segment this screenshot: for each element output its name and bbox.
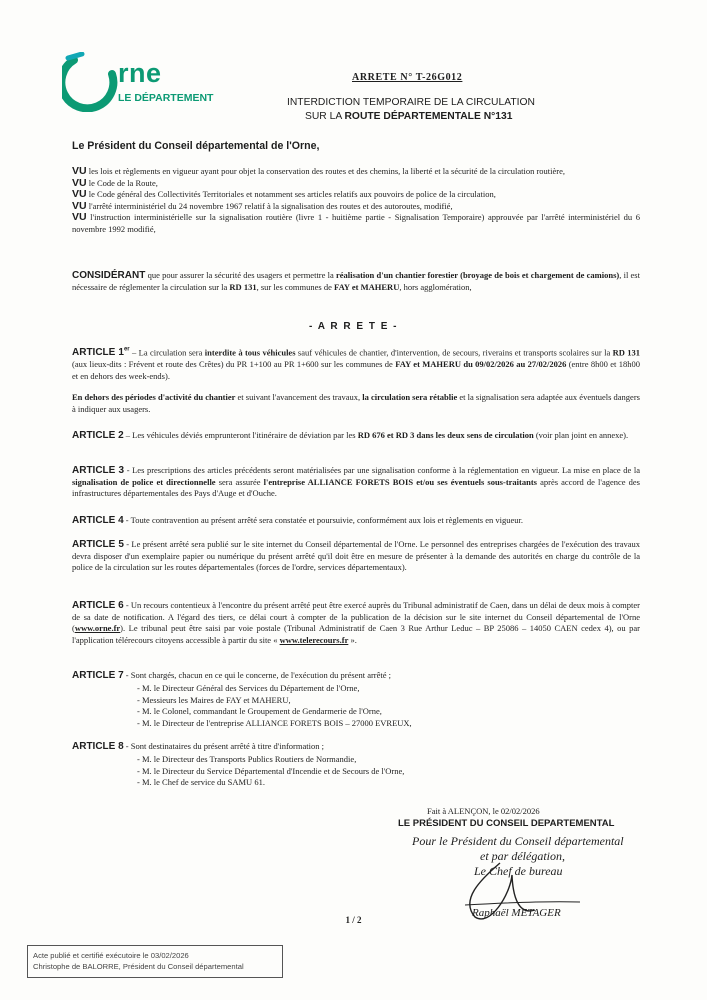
article-label-sup: er <box>123 347 130 353</box>
document-title-line2 <box>305 111 512 122</box>
signatory-role: Le Chef de bureau <box>474 864 563 878</box>
text: - Les prescriptions des articles précédents seront matérialisées par une signalisation conforme à la réglementation en vigueur. La mise en place de la <box>124 465 641 475</box>
article-label-text: ARTICLE 1 <box>72 347 124 359</box>
logo-ring <box>62 60 113 108</box>
list-item: - M. le Directeur des Transports Publics Routiers de Normandie, <box>137 754 357 764</box>
article-label: ARTICLE 4 <box>72 515 124 526</box>
text: – Les véhicules déviés emprunteront l'itinéraire de déviation par les <box>123 430 358 440</box>
signatory-title: LE PRÉSIDENT DU CONSEIL DEPARTEMENTAL <box>398 818 615 829</box>
text: ». <box>348 634 357 645</box>
article-2 <box>72 430 640 442</box>
text: sera assurée <box>215 476 264 487</box>
list-item: - M. le Colonel, commandant le Groupement de Gendarmerie de l'Orne, <box>137 706 382 717</box>
article-8 <box>72 741 640 753</box>
article-6 <box>72 600 640 646</box>
text: (aux lieux-dits : Frévent et route des Crêtes) du PR 1+100 au PR 1+600 sur les communes de <box>72 358 396 369</box>
president-heading: Le Président du Conseil départemental de l'Orne, <box>72 140 320 152</box>
text: - Sont chargés, chacun en ce qui le concerne, de l'exécution du présent arrêté ; <box>123 670 392 680</box>
text: , il est nécessaire de réglementer la circulation sur la <box>72 270 640 292</box>
bold-text: l'entreprise ALLIANCE FORETS BOIS et/ou ses éventuels sous-traitants <box>263 476 537 487</box>
stamp-line2: Christophe de BALORRE, Président du Conseil départemental <box>33 962 244 971</box>
article-1 <box>72 345 640 382</box>
text: - Un recours contentieux à l'encontre du présent arrêté peut être exercé auprès du Tribunal administratif de Caen, dans un délai de deux mois à compter de sa date de notification. A l'égard des tiers, ce délai court à compter de la publication de la décision sur le site internet du Conseil départemental de l'Orne ( <box>72 600 641 634</box>
orne-website-link[interactable]: www.orne.fr <box>74 623 121 634</box>
vu-label: VU <box>72 199 87 212</box>
logo-arc-accent <box>68 54 82 58</box>
vu-text: les lois et règlements en vigueur ayant pour objet la conservation des routes et des chemins, la liberté et la sécurité de la circulation routière, <box>88 166 566 176</box>
article-label <box>72 347 130 358</box>
bold-text: FAY et MAHERU <box>334 281 400 292</box>
vu-label: VU <box>72 211 87 224</box>
article-label: ARTICLE 8 <box>72 741 124 752</box>
delegation-line1: Pour le Président du Conseil départemental <box>412 834 624 848</box>
text: ). Le tribunal peut être saisi par voie postale (Tribunal Administratif de Caen 3 Rue Arthur Leduc – BP 25086 – 14050 CAEN cedex 4), ou par l'application télérecours citoyens accessible à partir du site « <box>72 623 640 645</box>
page-number: 1 / 2 <box>345 915 362 925</box>
list-item: - M. le Directeur de l'entreprise ALLIANCE FORETS BOIS – 27000 EVREUX, <box>137 717 412 728</box>
vu-text: l'arrêté interministériel du 24 novembre 1967 relatif à la signalisation des routes et des autoroutes, modifié, <box>88 200 453 211</box>
text: après accord de l'agence des infrastructures départementales des Pays d'Auge et d'Ouche. <box>72 476 640 499</box>
signatory-name: Raphaël METAGER <box>472 907 561 919</box>
bold-text: FAY et MAHERU du 09/02/2026 au 27/02/2026 <box>395 358 567 369</box>
text: – La circulation sera <box>129 347 205 358</box>
article-5 <box>72 539 640 574</box>
considerant-paragraph <box>72 270 640 293</box>
text: , hors agglomération, <box>399 281 472 292</box>
list-item: - M. le Chef de service du SAMU 61. <box>137 777 265 788</box>
text: que pour assurer la sécurité des usagers et permettre la <box>145 270 336 280</box>
bold-text: RD 131 <box>229 281 257 292</box>
considerant-label: CONSIDÉRANT <box>72 270 146 281</box>
article-7-list <box>137 683 412 729</box>
text: (voir plan joint en annexe). <box>533 430 629 440</box>
article-7 <box>72 670 640 682</box>
vu-text: le Code de la Route, <box>88 177 158 188</box>
vu-list <box>72 166 640 236</box>
title-prefix: SUR LA <box>305 111 345 122</box>
text: et suivant l'avancement des travaux, <box>235 392 363 402</box>
vu-item <box>72 178 640 190</box>
bold-text: réalisation d'un chantier forestier (broyage de bois et chargement de camions) <box>336 270 620 280</box>
list-item: - M. le Directeur du Service Départemental d'Incendie et de Secours de l'Orne, <box>137 765 405 776</box>
arrete-heading: - A R R E T E - <box>309 321 398 332</box>
vu-item <box>72 166 640 178</box>
arrete-number: ARRETE N° T-26G012 <box>352 72 463 83</box>
vu-label: VU <box>72 176 87 189</box>
place-date: Fait à ALENÇON, le 02/02/2026 <box>427 806 540 816</box>
vu-text: l'instruction interministérielle sur la signalisation routière (livre 1 - huitième partie - Signalisation Temporaire) approuvée par l'arrêté interministériel du 6 novembre 1992 modifié, <box>72 212 640 234</box>
article-label: ARTICLE 3 <box>72 465 125 476</box>
list-item: - M. le Directeur Général des Services du Département de l'Orne, <box>137 683 360 693</box>
vu-item <box>72 189 640 201</box>
article-label: ARTICLE 2 <box>72 430 124 441</box>
bold-text: En dehors des périodes d'activité du chantier <box>72 392 236 402</box>
telerecours-link[interactable]: www.telerecours.fr <box>279 634 349 645</box>
text: - Sont destinataires du présent arrêté à titre d'information ; <box>123 741 324 751</box>
bold-text: RD 131 <box>612 347 641 358</box>
vu-text: le Code général des Collectivités Territoriales et notamment ses articles relatifs aux pouvoirs de police de la circulation, <box>88 189 496 200</box>
article-label: ARTICLE 7 <box>72 670 124 681</box>
title-road: ROUTE DÉPARTEMENTALE N°131 <box>344 111 513 122</box>
vu-item <box>72 212 640 235</box>
article-4 <box>72 515 640 527</box>
article-label: ARTICLE 5 <box>72 539 124 550</box>
article-8-list <box>137 754 404 789</box>
vu-label: VU <box>72 188 87 201</box>
bold-text: RD 676 et RD 3 dans les deux sens de circulation <box>357 430 534 440</box>
document-title-line1: INTERDICTION TEMPORAIRE DE LA CIRCULATION <box>287 97 535 108</box>
article-1-paragraph-2 <box>72 392 640 415</box>
text: et la signalisation sera adaptée aux éventuels dangers à indiquer aux usagers. <box>72 392 640 414</box>
text: (entre 8h00 et 18h00 et en dehors des week-ends). <box>72 358 640 381</box>
article-3 <box>72 465 640 500</box>
bold-text: la circulation sera rétablie <box>362 392 458 402</box>
text: , sur les communes de <box>256 281 335 292</box>
text: - Toute contravention au présent arrêté sera constatée et poursuivie, conformément aux lois et règlements en vigueur. <box>123 515 523 525</box>
vu-item <box>72 201 640 213</box>
logo-subtitle: LE DÉPARTEMENT <box>118 92 214 104</box>
list-item: - Messieurs les Maires de FAY et MAHERU, <box>137 694 291 705</box>
text: - Le présent arrêté sera publié sur le site internet du Conseil départemental de l'Orne. Le personnel des entreprises chargées de l'exécution des travaux devra disposer d'un exemplaire papier ou numérique du présent arrêté qu'il doit être en mesure de présenter à la demande des autorités en charge du contrôle de la police de la circulation sur les routes départementales (forces de l'ordre, services départementaux). <box>72 539 640 573</box>
bold-text: signalisation de police et directionnelle <box>72 476 216 487</box>
article-label: ARTICLE 6 <box>72 600 124 611</box>
stamp-line1: Acte publié et certifié exécutoire le 03/02/2026 <box>33 951 189 960</box>
bold-text: interdite à tous véhicules <box>204 347 296 358</box>
text: sauf véhicules de chantier, d'intervention, de secours, riverains et transports scolaires sur la <box>295 347 613 358</box>
publication-stamp <box>27 945 283 978</box>
delegation-line2: et par délégation, <box>480 849 565 863</box>
logo-wordmark: rne <box>118 58 162 88</box>
vu-label: VU <box>72 165 87 177</box>
